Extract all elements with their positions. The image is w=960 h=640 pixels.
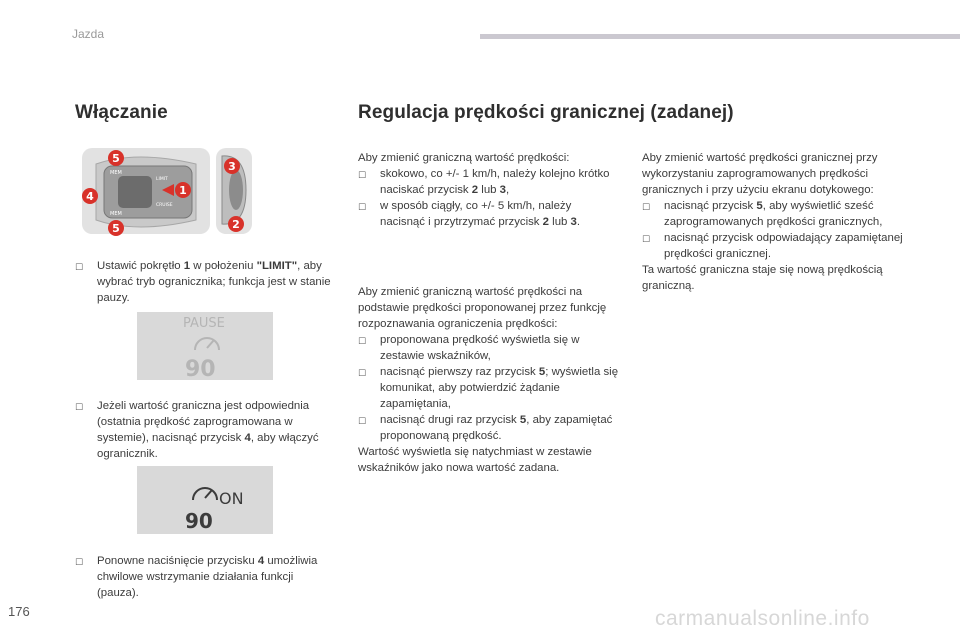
text: , aby wyświetlić sześć zaprogramowanych prędkości granicznych, [664,200,883,228]
step-pause [75,553,337,601]
checkbox-bullet-icon: ☐ [75,262,84,272]
button-ref: 2 [542,216,550,228]
text: Ustawić pokrętło [97,260,184,272]
text: , aby wybrać tryb ogranicznika; funkcja jest w stanie pauzy. [97,260,331,304]
checkbox-bullet-icon: ☐ [358,170,367,180]
callout-3-label: 3 [228,160,236,173]
text: lub [549,216,571,228]
button-ref: 4 [257,555,265,567]
checkbox-bullet-icon: ☐ [358,202,367,212]
checkbox-bullet-icon: ☐ [642,234,651,244]
text: Jeżeli wartość graniczna jest odpowiednia (ostatnia prędkość zaprogramowana w systemie), nacisnąć przycisk [97,400,310,444]
section-adjust-steps [358,150,618,230]
section-title: Jazda [72,27,105,41]
checkbox-bullet-icon: ☐ [75,402,84,412]
text: , aby włączyć ogranicznik. [97,432,319,460]
paragraph: Aby zmienić graniczną wartość prędkości: [358,152,570,164]
speedometer-icon [193,488,217,500]
header-bar [480,34,960,39]
callout-2-label: 2 [232,218,240,231]
lcd-on-speed: 90 [185,509,213,533]
left-heading: Włączanie [75,102,168,123]
section-touchscreen [642,150,912,294]
text: ; wyświetla się komunikat, aby potwierdzić żądanie zapamiętania, [380,366,619,410]
text: w położeniu [190,260,257,272]
text: Ponowne naciśnięcie przycisku [97,555,258,567]
paragraph: Ta wartość graniczna staje się nową prędkością graniczną. [642,264,883,292]
paragraph: Wartość wyświetla się natychmiast w zestawie wskaźników jako nowa wartość zadana. [358,446,592,474]
text: skokowo, co +/- 1 km/h, należy kolejno krótko naciskać przycisk [380,168,610,196]
button-ref: 5 [538,366,546,378]
text: nacisnąć drugi raz przycisk [380,414,520,426]
checkbox-bullet-icon: ☐ [75,557,84,567]
text: nacisnąć pierwszy raz przycisk [380,366,539,378]
button-ref: 3 [499,184,507,196]
text: nacisnąć przycisk [664,200,757,212]
callout-5-top-label: 5 [112,152,120,165]
text: nacisnąć przycisk odpowiadający zapamiętanej prędkości granicznej. [664,232,903,260]
checkbox-bullet-icon: ☐ [358,416,367,426]
paragraph: Aby zmienić wartość prędkości granicznej przy wykorzystaniu zaprogramowanych prędkości granicznych i przy użyciu ekranu dotykowego: [642,152,878,196]
lcd-on-display [137,466,273,534]
stalk-text-limit: LIMIT [156,177,168,182]
lcd-on-label: ON [219,489,244,508]
lcd-pause-label: PAUSE [183,316,225,331]
text: lub [478,184,500,196]
callout-4-label: 4 [86,190,94,203]
button-ref: 1 [183,260,191,272]
text: , aby zapamiętać proponowaną prędkość. [380,414,613,442]
section-speed-recognition [358,284,622,476]
step-limit-position [75,258,337,306]
text: umożliwia chwilowe wstrzymanie działania funkcji (pauza). [97,555,318,599]
step-activate [75,398,337,462]
speedometer-icon [195,338,219,350]
stalk-illustration [76,142,256,242]
limit-label: "LIMIT" [256,260,298,272]
stalk-text-mem-top: MEM [110,170,122,176]
page-number: 176 [8,604,30,619]
stalk-text-mem-bottom: MEM [110,211,122,217]
button-ref: 3 [570,216,577,228]
text: . [576,216,581,228]
checkbox-bullet-icon: ☐ [358,368,367,378]
text: w sposób ciągły, co +/- 5 km/h, należy nacisnąć i przytrzymać przycisk [380,200,572,228]
text: proponowana prędkość wyświetla się w zestawie wskaźników, [380,334,580,362]
lcd-pause-display [137,312,273,380]
button-ref: 5 [756,200,763,212]
stalk-text-cruise: CRUISE [156,203,173,208]
button-ref: 2 [471,184,479,196]
button-ref: 5 [519,414,527,426]
button-ref: 4 [244,432,251,444]
checkbox-bullet-icon: ☐ [358,336,367,346]
watermark: carmanualsonline.info [655,607,870,630]
right-heading: Regulacja prędkości granicznej (zadanej) [358,102,734,123]
checkbox-bullet-icon: ☐ [642,202,651,212]
text: , [506,184,510,196]
paragraph: Aby zmienić graniczną wartość prędkości na podstawie prędkości proponowanej przez funkcję rozpoznawania ograniczenia prędkości: [358,286,607,330]
lcd-pause-speed: 90 [185,357,216,380]
callout-5-bottom-label: 5 [112,222,120,235]
callout-1-label: 1 [179,184,187,197]
